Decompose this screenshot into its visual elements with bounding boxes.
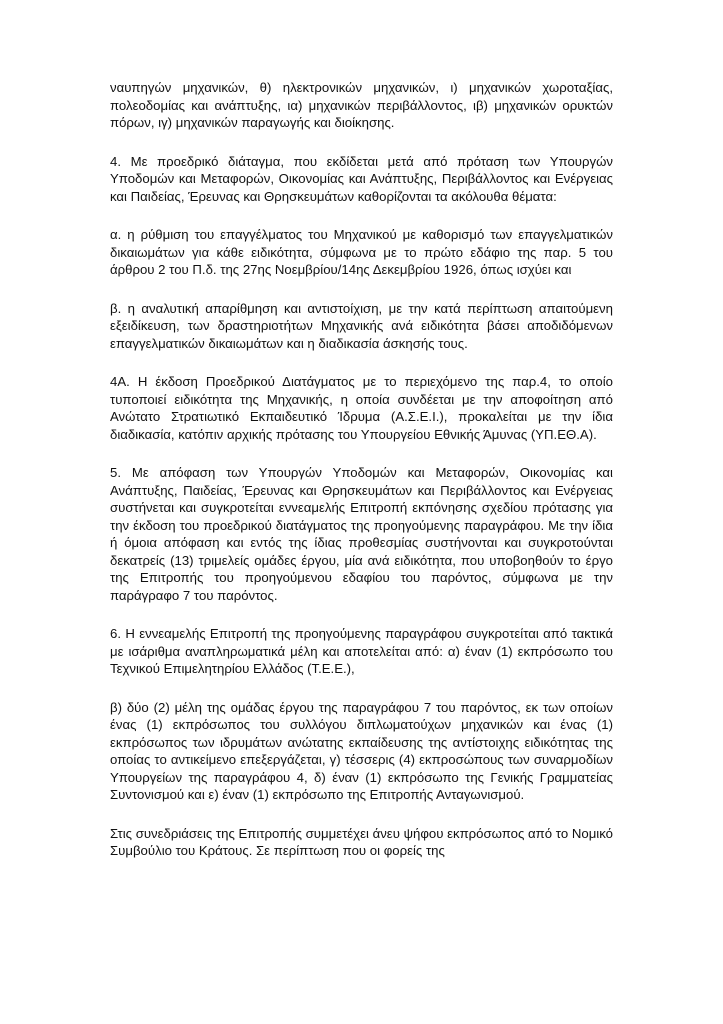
- paragraph-4-item-b: β. η αναλυτική απαρίθμηση και αντιστοίχιση, με την κατά περίπτωση απαιτούμενη εξειδίκευση, των δραστηριοτήτων Μηχανικής ανά ειδικότητα βάσει αποδιδόμενων επαγγελματικών δικαιωμάτων και η διαδικασία άσκησής τους.: [110, 300, 613, 351]
- document-page: [110, 79, 613, 881]
- paragraph-4a: 4Α. Η έκδοση Προεδρικού Διατάγματος με το περιεχόμενο της παρ.4, το οποίο τυποποιεί ειδικότητα της Μηχανικής, η οποία συνδέεται με την αποφοίτηση από Ανώτατο Στρατιωτικό Εκπαιδευτικό Ίδρυμα (Α.Σ.Ε.Ι.), προκαλείται με την ίδια διαδικασία, κατόπιν αρχικής πρότασης του Υπουργείου Εθνικής Άμυνας (ΥΠ.ΕΘ.Α).: [110, 374, 613, 442]
- paragraph-6: 6. Η εννεαμελής Επιτροπή της προηγούμενης παραγράφου συγκροτείται από τακτικά με ισάριθμα αναπληρωματικά μέλη και αποτελείται από: α) έναν (1) εκπρόσωπο του Τεχνικού Επιμελητηρίου Ελλάδος (Τ.Ε.Ε.),: [110, 626, 613, 676]
- paragraph-4-item-a: α. η ρύθμιση του επαγγέλματος του Μηχανικού με καθορισμό των επαγγελματικών δικαιωμάτων για κάθε ειδικότητα, σύμφωνα με το πρώτο εδάφιο της παρ. 5 του άρθρου 2 του Π.δ. της 27ης Νοεμβρίου/14ης Δεκεμβρίου 1926, όπως ισχύει και: [110, 227, 613, 277]
- paragraph-5: 5. Με απόφαση των Υπουργών Υποδομών και Μεταφορών, Οικονομίας και Ανάπτυξης, Παιδείας, Έρευνας και Θρησκευμάτων και Περιβάλλοντος και Ενέργειας συστήνεται και συγκροτείται εννεαμελής Επιτροπή εκπόνησης σχεδίου πρότασης για την έκδοση του προεδρικού διατάγματος της προηγούμενης παραγράφου. Με την ίδια ή όμοια απόφαση και εντός της ίδιας προθεσμίας συστήνονται και συγκροτούνται δεκατρείς (13) τριμελείς ομάδες έργου, μία ανά ειδικότητα, που υποβοηθούν το έργο της Επιτροπής του προηγούμενου εδαφίου του παρόντος, σύμφωνα με την παράγραφο 7 του παρόντος.: [110, 465, 613, 603]
- paragraph-continuation: ναυπηγών μηχανικών, θ) ηλεκτρονικών μηχανικών, ι) μηχανικών χωροταξίας, πολεοδομίας και ανάπτυξης, ια) μηχανικών περιβάλλοντος, ιβ) μηχανικών ορυκτών πόρων, ιγ) μηχανικών παραγωγής και διοίκησης.: [110, 80, 613, 130]
- paragraph-6-item-b: β) δύο (2) μέλη της ομάδας έργου της παραγράφου 7 του παρόντος, εκ των οποίων ένας (1) εκπρόσωπος του συλλόγου διπλωματούχων μηχανικών και ένας (1) εκπρόσωπος των ιδρυμάτων ανώτατης εκπαίδευσης της αντίστοιχης ειδικότητας της οποίας το αντικείμενο επεξεργάζεται, γ) τέσσερις (4) εκπροσώπους των συναρμοδίων Υπουργείων της παραγράφου 4, δ) έναν (1) εκπρόσωπο της Γενικής Γραμματείας Συντονισμού και ε) έναν (1) εκπρόσωπο της Επιτροπής Ανταγωνισμού.: [110, 699, 613, 802]
- paragraph-committee-sessions: Στις συνεδριάσεις της Επιτροπής συμμετέχει άνευ ψήφου εκπρόσωπος από το Νομικό Συμβούλιο του Κράτους. Σε περίπτωση που οι φορείς της: [110, 825, 613, 858]
- paragraph-4: 4. Με προεδρικό διάταγμα, που εκδίδεται μετά από πρόταση των Υπουργών Υποδομών και Μεταφορών, Οικονομίας και Ανάπτυξης, Περιβάλλοντος και Ενέργειας και Παιδείας, Έρευνας και Θρησκευμάτων καθορίζονται τα ακόλουθα θέματα:: [110, 153, 613, 204]
